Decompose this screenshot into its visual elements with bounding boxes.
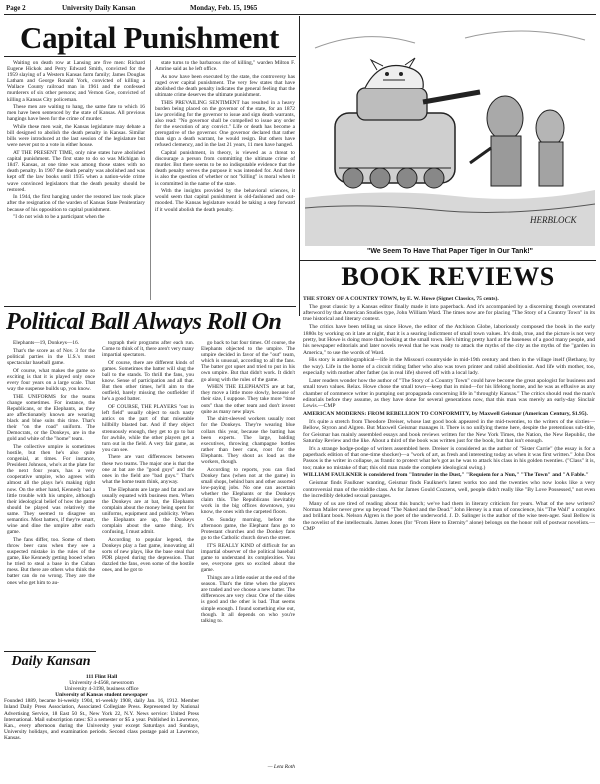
capital-paragraph: AT THE PRESENT TIME, only nine states have abolished capital punishment. The first state to do so was Michigan in 1847. Kansas, at one time was among those states with no death penalty. In 1907 the death penalty was abolished and was kept off the law books until 1935 when a nation-wide crime wave convinced legislators that the death penalty should be restored.	[7, 150, 145, 193]
politics-paragraph: According to reports, you can find Donkey fans (when not at the game) in small shops, behind bars and other assorted low-paying jobs. No one can ascertain whether the Elephants or the Donkeys claim this. The Republicans inevitably work in the big offices downtown, you know, the ones with the carpeted floors.	[201, 466, 295, 516]
masthead-info	[4, 674, 199, 741]
masthead-body: Founded 1889, became bi-weekly 1904, tri-weekly 1908, daily Jan. 16, 1912. Member Inland Daily Press Association, Associated Collegiate Press. Represented by National Advertising Service, 18 East 50 St., New York 22, N.Y. News service: United Press International. Mail subscription rates: $3 a semester or $5 a year. Published in Lawrence, Kan., every afternoon during the University year except Saturdays and Sundays, University holidays, and examination periods. Second class postage paid at Lawrence, Kansas.	[4, 698, 199, 741]
politics-paragraph: Things are a little easier at the end of the season. That's the time when the players are traded and we choose a new batter. The differences are very clear. One of the sides is good and the other is bad. That seems simple enough. I found something else out, though. It all depends on who you're talking to.	[201, 575, 295, 624]
book-reviews-body	[303, 296, 595, 780]
politics-paragraph: According to popular legend, the Donkeys play a fast game, innovating all sorts of new plays, like the base steal that PDR played during the depression. That dazzled the fans, even some of the hostile ones, and he got to	[102, 536, 194, 574]
capital-punishment-headline: Capital Punishment	[20, 20, 280, 55]
capital-column-2	[155, 60, 295, 304]
politics-column-3	[201, 340, 295, 762]
politics-paragraph: That's the score as of Nov. 3 for the political parties in the U.S.'s most spectacular baseball game.	[7, 347, 95, 366]
section-rule	[4, 306, 296, 307]
review-paragraph: It's a strange hodge-podge of writers assembled here. Dreiser is considered as the author of "Sister Carrie" (the essay is for a paperback edition of that one-time shocker)—a "work of art, as fresh and interesting today as when it was first written." John Dos Passos is the writer in collapse, as frantic to protect what he's got as he was to attack his class in his golden twenties. ("Class" it is, too; make no mistake of that; this old man made the complete ideological swing.)	[303, 445, 595, 471]
capital-column-1	[7, 60, 145, 304]
politics-paragraph: The shirt-sleeved workers usually root for the Donkeys. They're wearing blue collars this year, because the batting has been experts. The large, balding executives, throwing champagne bottles rather than beer cans, root for the Elephants. They shout as loud as the workers, though.	[201, 416, 295, 465]
masthead-address: 111 Flint Hall	[85, 674, 118, 680]
masthead-phone-newsroom: University 4-4568, newsroom	[69, 680, 134, 687]
capital-paragraph: "I do not wish to be a participant when the	[13, 214, 105, 221]
politics-paragraph: The collective umpire is sometimes hostile, but then he's also quite congenial, at times. For instance, President Johnson, who's at the plate for the next four years, has a very cooperative umpire, who agrees with almost all the plays he's making right now. On the other hand, Kennedy had a little trouble with his umpire, although their ideological belief of how the game should be played was relatively the same. They seemed to disagree on semantics. Most batters, if they're smart, wine and dine the umpire after each game.	[7, 443, 95, 536]
capital-paragraph: state turns to the barbarous rite of killing," warden Milton F. Amrine said as he left office.	[155, 60, 295, 73]
capital-paragraph: In 1944, the first hanging under the restored law took place after the resignation of the warden of Kansas State Penitentiary because of his opposition to capital punishment.	[7, 194, 145, 213]
review-heading: WILLIAM FAULKNER is considered from "Intruder in the Dust," "Requiem for a Nun," "The Town" and "A Fable."	[303, 472, 589, 479]
page-number: Page 2	[6, 4, 26, 12]
review-heading: THE STORY OF A COUNTRY TOWN, by E. W. Howe (Signet Classics, 75 cents).	[303, 296, 499, 302]
politics-paragraph: WHEN THE ELEPHANTS are at bat, they move a little more slowly, because of their size, I suppose. They take more "time outs" than the other team and don't invent quite as many new plays.	[201, 384, 295, 415]
paper-name: University Daily Kansan	[62, 4, 136, 12]
review-heading: AMERICAN MODERNS: FROM REBELLION TO CONFORMITY, by Maxwell Geismar (American Century, $1.95).	[303, 411, 588, 418]
capital-paragraph: With the insights provided by the behavioral sciences, it would seem that capital punishment is old-fashioned and out-mooded. The Kansas legislature would be taking a step forward if it would abolish the death penalty.	[155, 188, 295, 213]
headline-rule	[4, 56, 296, 57]
cartoon-caption: "We Seem To Have That Paper Tiger In Our Tank!"	[367, 248, 533, 255]
politics-paragraph: Of course, there are different kinds of games. Sometimes the batter will slug the ball to the stands. To thrill the fans, you know. Sense of participation and all that. But then other times, he'll aim to the outfield, barely missing the outfielder if he's a good batter.	[102, 359, 194, 403]
politics-paragraph: OF COURSE, THE PLAYERS "out in left field" usually object to such nasty antics on the part of that miserable hillbilly blasted bat. And if they object strenuously enough, they get to go to bat for awhile, while the other players get a turn out in the field. A very fair game, as you can see.	[102, 404, 194, 453]
review-paragraph: His story is autobiographical—life in the Missouri countryside in mid-19th century and then in the village itself (Bethany, by the way). Life in the home of a circuit riding father who also was town printer and rabid abolitionist. And life with mother, too, especially with mother after father (as in real life) shoved off with a local lady.	[303, 357, 595, 377]
politics-paragraph: On Sunday morning, before the afternoon game, the Elephant fans go to Protestant churches and the Donkey fans go to the Catholic church down the street.	[201, 517, 295, 542]
review-paragraph: The critics have been telling us since Howe, the editor of the Atchison Globe, laboriously composed the book in the early 1880s by working on it late at night, that it is a searing indictment of small town values. It's drab, true, and the picture is not very pretty, but Howe is doing more than looking at the small town. He's hitting pretty hard at the baseness of a good many people, and his newspaper editorials and later novels reveal that he was ready to attack the myths of the city as the myths of the "garden in America," to use the words of Ward.	[303, 324, 595, 356]
masthead-logo: Daily Kansan	[11, 654, 91, 669]
cartoonist-signature: HERBLOCK	[530, 215, 577, 225]
header-rule	[4, 14, 596, 15]
book-rule	[299, 260, 596, 261]
politics-paragraph: IT'S REALLY KIND of difficult for an impartial observer of the political baseball game to understand its complexities. You see, everyone gets so excited about the game.	[201, 542, 295, 574]
politics-paragraph: Of course, what makes the game so exciting is that it is played only once every four years on a large scale. That way the suspense builds up, you know.	[7, 367, 95, 392]
politics-paragraph: tograph their programs after each run. Come to think of it, there aren't very many impartial spectators.	[102, 340, 194, 359]
capital-paragraph: While these men wait, the Kansas legislature may debate a bill designed to abolish the death penalty in Kansas. Similar bills were introduced at the last session of the legislature but were never put to a vote in either house.	[7, 124, 145, 149]
politics-column-1	[7, 340, 95, 647]
politics-paragraph: The Elephants are large and fat and are usually equated with business men. When the Donkeys are at bat, the Elephants complain about the money being spent for uniforms, equipment and publicity. When the Elephants are up, the Donkeys complain about the same thing. It's confusing, I must admit.	[102, 486, 194, 536]
politics-paragraph: THE UNIFORMS for the teams change sometimes. For instance, the Republicans, or the Elephants, as they are affectionately known are wearing black and blue suits this time. That's their "on the road" uniform. The Democrats, or the Donkeys, are in the gold and white of the "home" team.	[7, 393, 95, 443]
review-paragraph: Geismar finds Faulkner wanting, Geismar finds Faulkner's latest works too and the twenties who now looks like a very controversial man of the middle class. As for James Gould Cozzens, well, people didn't really like "By Love Possessed," not even the incredibly deluded sexual passages.	[303, 480, 595, 499]
book-reviews-headline: BOOK REVIEWS	[341, 262, 555, 291]
masthead-phone-business: University 4-3198, business office	[64, 686, 139, 693]
politics-paragraph: go back to bat four times. Of course, the Elephants objected to the umpire. The umpire decided in favor of the "out" team, which is unusual, according to all the fans. The batter got upset and tried to put in his own umpire. But that didn't work. It didn't go along with the rules of the game.	[201, 340, 295, 383]
byline-leta-roth: — Leta Roth	[267, 764, 295, 770]
capital-paragraph: These men are waiting to hang, the same fate to which 16 men have been sentenced by the state of Kansas. All previous hangings have been for the crime of murder.	[7, 104, 145, 123]
political-ball-headline: Political Ball Always Roll On	[6, 309, 282, 335]
cartoon-drawing	[305, 18, 595, 246]
column-divider	[150, 60, 151, 300]
review-paragraph: It's quite a stretch from Theodore Dreiser, whose last good book appeared in the mid-twenties, to the writers of the sixties—Bellow, Styron and Algren. But Maxwell Geismar manages it. There is no unifying theme here, despite the pretentious sub-title, for Geismar has mainly assembled essays and book reviews written for the New York Times, the Nation, the New Republic, the Saturday Review and the like. About a third of the book was written just for the book, but that isn't enough.	[303, 418, 595, 444]
review-paragraph: The great classic by a Kansas editor finally made it into paperback. And it's accompanied by a discerning though overstated afterword by that American Studies type, John William Ward. The times now are for placing "The Story of a Country Town" in its true historical and literary context.	[303, 303, 595, 323]
politics-paragraph: The fans differ, too. Some of them throw beer cans when they see a suspected mistake in the rules of the game, like Kennedy getting booed when he tried to steal a base in the Cuban mess. But there are others who think the batter can do no wrong. They are the ones who get him to au-	[7, 536, 95, 586]
capital-paragraph: As now have been executed by the state, the controversy has raged over capital punishment. The very few states that have abolished the death penalty indicates the general feeling that the ultimate crime deserves the ultimate punishment.	[155, 73, 295, 99]
editorial-cartoon	[305, 18, 595, 246]
masthead-official: University of Kansas student newspaper	[55, 692, 148, 699]
capital-paragraph: Capital punishment, in theory, is viewed as a threat to discourage a person from committing the ultimate crime of murder. But there seems to be no indisputable evidence that the death penalty serves the purpose it was intended for. And there is also the question of whether or not "killing" is moral when it is committed in the name of the state.	[155, 150, 295, 187]
capital-paragraph: THIS PREVAILING SENTIMENT has resulted in a heavy burden being placed on the governor of the state, for an 1872 law providing for the governor to issue and sign death warrants, also read: "No governor shall be compelled to issue any order for the execution of any convict." Life or death has become a prerogative of the governor. One governor declared that rather than sign a death warrant, he would resign. But others have refused clemency, and in the last 21 years, 11 men have hanged.	[155, 99, 295, 149]
capital-paragraph: Waiting on death row at Lansing are five men: Richard Eugene Hickok and Perry Edward Smith, convicted for the 1959 slaying of a Western Kansas farm family; James Douglas Latham and George Ronald York, convicted of killing a Wallace County railroad man in 1961 and the confessed murderers of six other persons; and Vernon Goe, convicted of killing a Kansas City policeman.	[7, 60, 145, 103]
review-paragraph: Many of us are tired of reading about this bunch; we've had them in literary criticism for years. What of the new writers? Norman Mailer never grew up beyond "The Naked and the Dead." John Hersey is a man of conscience, his "The Wall" a complex and brilliant book. Nelson Algren is the poet of the underworld. J. D. Salinger is the author of the wise teen-ager. Saul Bellow is the novelist of the intellectuals. James Jones (for "From Here to Eternity" alone) belongs on the honor roll of postwar novelists.—CMP	[303, 500, 595, 533]
politics-paragraph: There are vast differences between these two teams. The major one is that the one at bat are the "good guys" and the ones in the field are "bad guys." That's what the home team think, anyway.	[102, 454, 194, 485]
issue-date: Monday, Feb. 15, 1965	[190, 4, 258, 12]
politics-paragraph: Elephants—19, Donkeys—16.	[13, 340, 80, 346]
review-paragraph: Later readers wonder how the author of "The Story of a Country Town" could have become the great apologist for business and small town values. Relax. Howe chose the small town—keep that in mind—for his lifelong home, and he was as effusive as any chamber of commerce writer in pumping out propaganda concerning life in "throughly Kansas." The critics should read the man's editorials before they assume, as they have done for several generations now, that this man was merely an early-day Sinclair Lewis.—CMP	[303, 377, 595, 410]
masthead-rule	[4, 651, 96, 652]
